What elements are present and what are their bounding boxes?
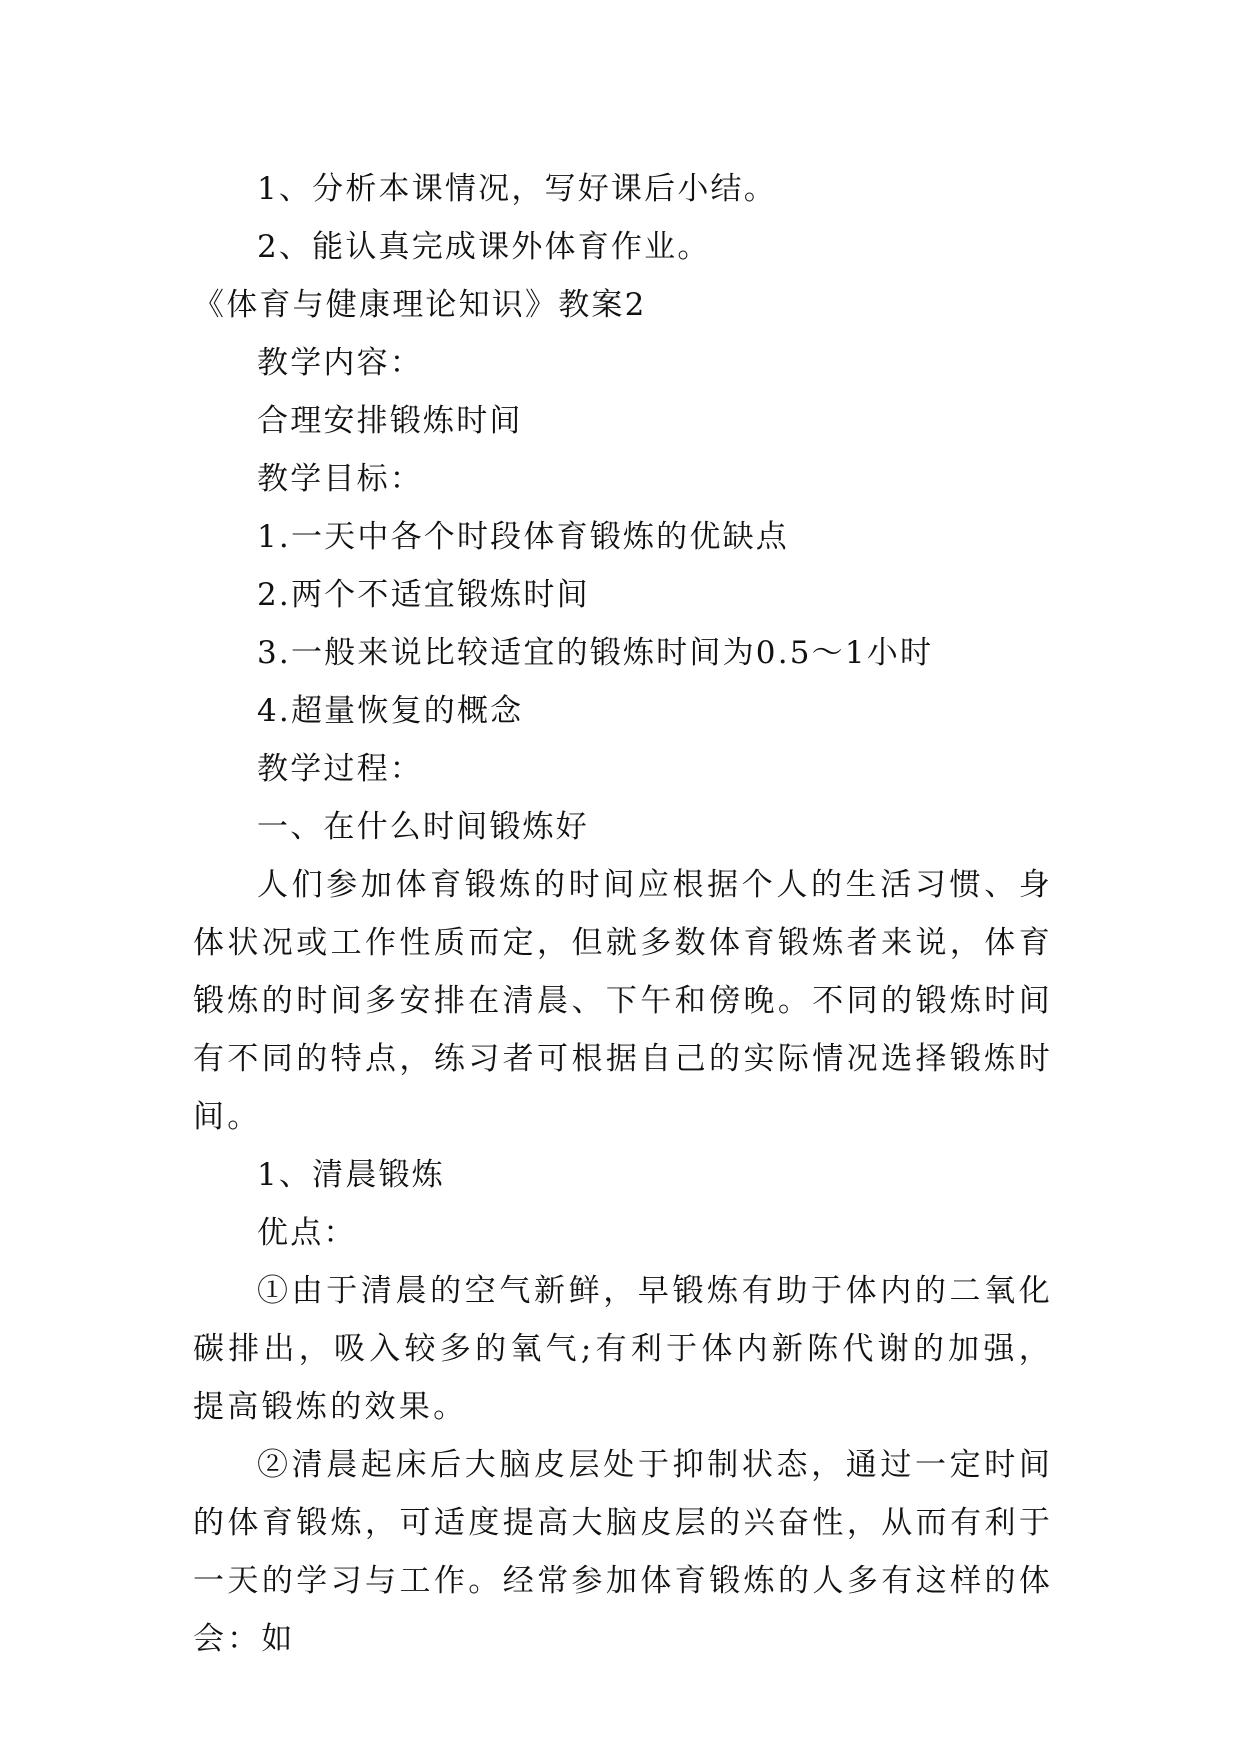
objective-2: 2.两个不适宜锻炼时间 (257, 577, 590, 613)
process-label: 教学过程： (257, 751, 423, 787)
advantage-point-2: ②清晨起床后大脑皮层处于抑制状态，通过一定时间的体育锻炼，可适度提高大脑皮层的兴奋性，从而有利于一天的学习与工作。经常参加体育锻炼的人多有这样的体会：如 (193, 1447, 1053, 1657)
content-text: 合理安排锻炼时间 (257, 403, 523, 439)
document-body (193, 160, 1053, 1668)
section-heading: 一、在什么时间锻炼好 (257, 809, 589, 845)
text-line-homework: 2、能认真完成课外体育作业。 (257, 229, 711, 265)
objective-4: 4.超量恢复的概念 (257, 693, 524, 729)
content-label: 教学内容： (257, 345, 423, 381)
objective-1: 1.一天中各个时段体育锻炼的优缺点 (257, 519, 789, 555)
text-line-summary: 1、分析本课情况，写好课后小结。 (257, 171, 777, 207)
advantage-point-1: ①由于清晨的空气新鲜，早锻炼有助于体内的二氧化碳排出，吸入较多的氧气;有利于体内新陈代谢的加强，提高锻炼的效果。 (193, 1273, 1053, 1425)
heading-morning-exercise: 1、清晨锻炼 (257, 1157, 445, 1193)
paragraph-exercise-time: 人们参加体育锻炼的时间应根据个人的生活习惯、身体状况或工作性质而定，但就多数体育锻炼者来说，体育锻炼的时间多安排在清晨、下午和傍晚。不同的锻炼时间有不同的特点，练习者可根据自己的实际情况选择锻炼时间。 (193, 867, 1053, 1135)
objective-3: 3.一般来说比较适宜的锻炼时间为0.5～1小时 (257, 635, 934, 671)
advantages-label: 优点： (257, 1215, 357, 1251)
lesson-title: 《体育与健康理论知识》教案2 (193, 287, 647, 323)
objectives-label: 教学目标： (257, 461, 423, 497)
